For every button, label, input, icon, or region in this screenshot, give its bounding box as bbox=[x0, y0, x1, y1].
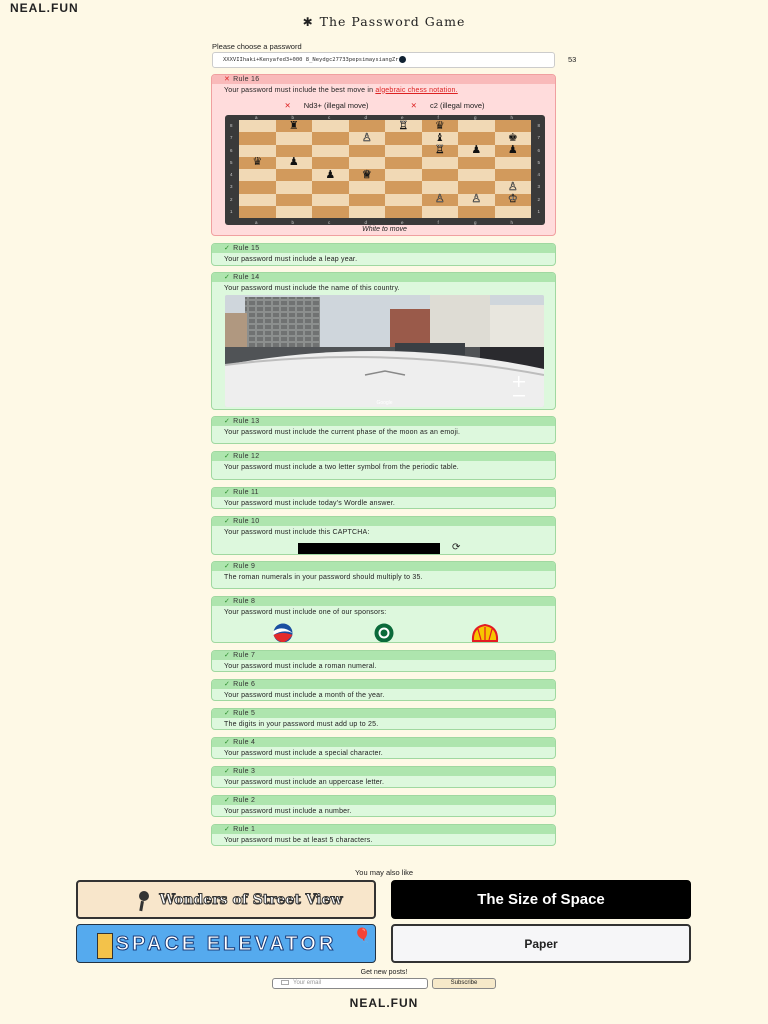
chess-piece: ♟ bbox=[288, 156, 299, 169]
rule-16-box bbox=[211, 74, 556, 236]
rule-text: Your password must include a special character. bbox=[224, 749, 383, 757]
check-icon: ✓ bbox=[224, 274, 231, 281]
rank-label: 6 bbox=[537, 147, 540, 153]
illegal-move-2 bbox=[401, 101, 495, 110]
chess-square bbox=[276, 145, 313, 157]
rule-label: Rule 2 bbox=[233, 797, 256, 804]
chess-square bbox=[458, 157, 495, 169]
chess-piece: ♛ bbox=[434, 119, 445, 132]
rule-label: Rule 12 bbox=[233, 453, 260, 460]
chess-square bbox=[312, 206, 349, 218]
cross-icon: ✕ bbox=[224, 76, 231, 83]
moon-emoji-icon bbox=[399, 56, 406, 63]
rule-header bbox=[212, 244, 555, 253]
rule-header bbox=[212, 562, 555, 571]
rule-text: The digits in your password must add up to 25. bbox=[224, 720, 379, 728]
rule-9-box bbox=[211, 561, 556, 589]
chess-piece: ♙ bbox=[434, 193, 445, 206]
password-input[interactable] bbox=[212, 52, 555, 68]
check-icon: ✓ bbox=[224, 826, 231, 833]
rule-label: Rule 11 bbox=[233, 489, 259, 496]
rule-header bbox=[212, 709, 555, 718]
rule-label: Rule 13 bbox=[233, 418, 260, 425]
card-title: The Size of Space bbox=[477, 891, 605, 908]
rule-16-text: Your password must include the best move in bbox=[224, 86, 376, 94]
chess-square bbox=[239, 206, 276, 218]
rule-text: Your password must include this CAPTCHA: bbox=[224, 528, 370, 536]
chess-square bbox=[239, 194, 276, 206]
rank-label: 5 bbox=[230, 159, 233, 165]
star-icon: ✱ bbox=[302, 15, 314, 29]
rule-header bbox=[212, 796, 555, 805]
chess-square bbox=[385, 157, 422, 169]
footer-logo[interactable]: NEAL.FUN bbox=[349, 996, 419, 1010]
mail-icon bbox=[281, 980, 289, 985]
rule-text: Your password must include the current phase of the moon as an emoji. bbox=[224, 428, 461, 436]
chess-square bbox=[276, 132, 313, 144]
chess-square bbox=[422, 169, 459, 181]
chess-square bbox=[385, 145, 422, 157]
chess-square bbox=[312, 120, 349, 132]
rule-label: Rule 1 bbox=[233, 826, 256, 833]
chess-square bbox=[276, 169, 313, 181]
refresh-icon[interactable]: ⟳ bbox=[452, 542, 461, 553]
rule-7-box bbox=[211, 650, 556, 672]
file-label: h bbox=[510, 220, 514, 225]
chess-square bbox=[422, 132, 459, 144]
rank-label: 8 bbox=[230, 123, 233, 128]
rank-label: 2 bbox=[537, 196, 540, 202]
chess-square bbox=[239, 157, 276, 169]
rule-label: Rule 6 bbox=[233, 681, 256, 688]
file-label: a bbox=[255, 220, 258, 225]
rule-text: Your password must include a month of the year. bbox=[224, 691, 385, 699]
chess-piece: ♔ bbox=[507, 193, 518, 206]
card-title: Wonders of Street View bbox=[159, 891, 343, 908]
check-icon: ✓ bbox=[224, 518, 231, 525]
chess-square bbox=[312, 169, 349, 181]
chess-piece: ♙ bbox=[471, 193, 482, 206]
chess-square bbox=[458, 206, 495, 218]
rule-15-box bbox=[211, 243, 556, 266]
chess-square bbox=[312, 194, 349, 206]
chess-square bbox=[495, 169, 532, 181]
rule-2-box bbox=[211, 795, 556, 817]
rule-label: Rule 3 bbox=[233, 768, 256, 775]
chess-square bbox=[349, 120, 386, 132]
subscribe-button[interactable]: Subscribe bbox=[432, 978, 496, 989]
chess-square bbox=[312, 157, 349, 169]
check-icon: ✓ bbox=[224, 739, 231, 746]
pepsi-logo-icon[interactable] bbox=[254, 623, 312, 643]
file-label: d bbox=[364, 115, 368, 120]
rule-text: Your password must include one of our sponsors: bbox=[224, 608, 387, 616]
chess-square bbox=[495, 194, 532, 206]
rule-13-box bbox=[211, 416, 556, 444]
chess-piece: ♖ bbox=[398, 119, 409, 132]
check-icon: ✓ bbox=[224, 652, 231, 659]
check-icon: ✓ bbox=[224, 710, 231, 717]
check-icon: ✓ bbox=[224, 563, 231, 570]
rule-12-box bbox=[211, 451, 556, 480]
street-scene bbox=[225, 295, 544, 407]
card-paper[interactable] bbox=[391, 924, 691, 963]
file-label: a bbox=[255, 115, 258, 120]
rule-4-box bbox=[211, 737, 556, 759]
newsletter-heading: Get new posts! bbox=[360, 969, 408, 976]
rank-label: 5 bbox=[537, 159, 540, 165]
chess-square bbox=[385, 181, 422, 193]
chess-square bbox=[349, 132, 386, 144]
chess-square bbox=[239, 120, 276, 132]
chess-board bbox=[225, 115, 545, 225]
chess-square bbox=[312, 181, 349, 193]
street-view-image[interactable] bbox=[225, 295, 544, 407]
card-size-of-space[interactable] bbox=[391, 880, 691, 919]
chess-square bbox=[458, 194, 495, 206]
rule-text: The roman numerals in your password should multiply to 35. bbox=[224, 573, 423, 581]
chess-piece: ♟ bbox=[507, 144, 518, 157]
chess-square bbox=[385, 169, 422, 181]
chess-square bbox=[385, 206, 422, 218]
google-watermark: Google bbox=[376, 400, 393, 406]
chess-square bbox=[422, 181, 459, 193]
turn-caption: White to move bbox=[362, 226, 407, 233]
rule-label: Rule 8 bbox=[233, 598, 256, 605]
rule-header bbox=[212, 452, 555, 461]
chess-square bbox=[458, 132, 495, 144]
rule-6-box bbox=[211, 679, 556, 701]
chess-square bbox=[422, 157, 459, 169]
rule-header bbox=[212, 825, 555, 834]
rule-label: Rule 10 bbox=[233, 518, 260, 525]
rank-label: 3 bbox=[230, 184, 233, 190]
chess-square bbox=[276, 120, 313, 132]
rule-3-box bbox=[211, 766, 556, 788]
rank-label: 2 bbox=[230, 196, 233, 202]
chess-square bbox=[422, 206, 459, 218]
illegal-move-1 bbox=[274, 101, 378, 110]
chess-square bbox=[495, 181, 532, 193]
rule-14-box bbox=[211, 272, 556, 410]
page-title-text: The Password Game bbox=[319, 14, 466, 29]
chess-piece: ♜ bbox=[288, 119, 299, 132]
chess-piece: ♙ bbox=[361, 131, 372, 144]
password-value: XXXVIIhaki+Kenyafed3+000 8_Neydgc27733pepsimaysiangZr bbox=[223, 57, 399, 63]
rule-header bbox=[212, 417, 555, 426]
balloon-icon: 🎈 bbox=[353, 927, 371, 943]
page-title bbox=[0, 14, 768, 29]
chess-square bbox=[349, 206, 386, 218]
chess-piece: ♝ bbox=[434, 131, 445, 144]
chess-square bbox=[312, 132, 349, 144]
check-icon: ✓ bbox=[224, 245, 231, 252]
password-length: 53 bbox=[568, 55, 577, 64]
chess-square bbox=[349, 145, 386, 157]
check-icon: ✓ bbox=[224, 681, 231, 688]
chess-square bbox=[422, 145, 459, 157]
rule-label: Rule 14 bbox=[233, 274, 260, 281]
card-title: SPACE ELEVATOR bbox=[115, 932, 337, 955]
card-title: Paper bbox=[524, 936, 558, 951]
chess-square bbox=[312, 145, 349, 157]
chess-square bbox=[349, 169, 386, 181]
rule-text: Your password must be at least 5 characters. bbox=[224, 836, 373, 844]
chess-piece: ♙ bbox=[507, 180, 518, 193]
chess-square bbox=[239, 145, 276, 157]
illegal-move-1-text: Nd3+ (illegal move) bbox=[303, 101, 369, 110]
rank-label: 8 bbox=[537, 123, 540, 128]
chess-square bbox=[239, 169, 276, 181]
chess-square bbox=[422, 120, 459, 132]
chess-square bbox=[458, 120, 495, 132]
rank-label: 6 bbox=[230, 147, 233, 153]
chess-square bbox=[458, 169, 495, 181]
chess-square bbox=[422, 194, 459, 206]
check-icon: ✓ bbox=[224, 768, 231, 775]
chess-square bbox=[239, 132, 276, 144]
file-label: b bbox=[291, 220, 295, 225]
rank-label: 1 bbox=[537, 208, 540, 214]
chess-square bbox=[458, 145, 495, 157]
cross-icon: ✕ bbox=[410, 101, 417, 110]
illegal-moves bbox=[212, 101, 556, 110]
rule-header bbox=[212, 273, 555, 282]
chess-square bbox=[276, 157, 313, 169]
rule-header bbox=[212, 651, 555, 660]
chess-square bbox=[495, 120, 532, 132]
file-label: f bbox=[437, 220, 439, 225]
chess-piece: ♟ bbox=[471, 144, 482, 157]
chess-square bbox=[495, 145, 532, 157]
rule-label: Rule 15 bbox=[233, 245, 260, 252]
rule-header bbox=[212, 75, 555, 84]
file-label: b bbox=[291, 115, 295, 120]
rule-header bbox=[212, 488, 555, 497]
rank-label: 3 bbox=[537, 184, 540, 190]
check-icon: ✓ bbox=[224, 418, 231, 425]
chess-square bbox=[349, 194, 386, 206]
rule-text: Your password must include a roman numeral. bbox=[224, 662, 377, 670]
chess-piece: ♟ bbox=[325, 168, 336, 181]
file-label: g bbox=[474, 220, 477, 225]
rule-header bbox=[212, 738, 555, 747]
rank-label: 4 bbox=[537, 172, 540, 177]
rule-label: Rule 5 bbox=[233, 710, 256, 717]
rule-text: Your password must include today's Wordle answer. bbox=[224, 499, 396, 507]
chess-square bbox=[276, 206, 313, 218]
rank-label: 7 bbox=[537, 135, 540, 141]
check-icon: ✓ bbox=[224, 453, 231, 460]
sponsor-logos bbox=[212, 619, 555, 643]
site-logo[interactable]: NEAL.FUN bbox=[10, 1, 79, 15]
chess-square bbox=[495, 157, 532, 169]
file-label: c bbox=[328, 115, 331, 120]
file-label: d bbox=[364, 220, 368, 225]
rule-text: Your password must include a number. bbox=[224, 807, 352, 815]
rule-header bbox=[212, 767, 555, 776]
shell-logo-icon[interactable] bbox=[456, 623, 514, 643]
chess-square bbox=[276, 194, 313, 206]
card-wonders-street-view[interactable] bbox=[76, 880, 376, 919]
also-like-heading: You may also like bbox=[354, 868, 414, 877]
chess-square bbox=[276, 181, 313, 193]
rule-text: Your password must include an uppercase letter. bbox=[224, 778, 385, 786]
file-label: e bbox=[401, 115, 404, 120]
chess-square bbox=[349, 157, 386, 169]
chess-piece: ♕ bbox=[361, 168, 372, 181]
chess-square bbox=[495, 206, 532, 218]
rule-text: Your password must include a two letter symbol from the periodic table. bbox=[224, 463, 459, 471]
rule-text: Your password must include a leap year. bbox=[224, 255, 358, 263]
rule-text bbox=[212, 84, 555, 97]
chess-square bbox=[239, 181, 276, 193]
chess-piece: ♚ bbox=[507, 131, 518, 144]
password-label: Please choose a password bbox=[212, 42, 302, 51]
rule-text: Your password must include the name of this country. bbox=[224, 284, 400, 292]
chess-piece: ♖ bbox=[434, 144, 445, 157]
rule-label: Rule 7 bbox=[233, 652, 256, 659]
card-space-elevator[interactable] bbox=[76, 924, 376, 963]
rule-label: Rule 16 bbox=[233, 76, 260, 83]
chess-grid bbox=[239, 120, 531, 218]
rank-label: 4 bbox=[230, 172, 233, 177]
captcha-image bbox=[298, 543, 440, 555]
rule-header bbox=[212, 680, 555, 689]
chess-square bbox=[458, 181, 495, 193]
file-label: h bbox=[510, 115, 514, 120]
rank-label: 1 bbox=[230, 208, 233, 214]
cross-icon: ✕ bbox=[284, 101, 291, 110]
chess-notation-link[interactable]: algebraic chess notation. bbox=[375, 86, 458, 94]
file-label: c bbox=[328, 220, 331, 225]
check-icon: ✓ bbox=[224, 489, 231, 496]
chess-square bbox=[385, 194, 422, 206]
chess-square bbox=[349, 181, 386, 193]
chess-square bbox=[385, 132, 422, 144]
rule-label: Rule 4 bbox=[233, 739, 256, 746]
rule-header bbox=[212, 517, 555, 526]
rule-label: Rule 9 bbox=[233, 563, 256, 570]
email-input[interactable] bbox=[272, 978, 428, 989]
rule-11-box bbox=[211, 487, 556, 509]
illegal-move-2-text: c2 (illegal move) bbox=[429, 101, 485, 110]
email-placeholder: Your email bbox=[293, 980, 322, 986]
check-icon: ✓ bbox=[224, 797, 231, 804]
chess-square bbox=[385, 120, 422, 132]
file-label: e bbox=[401, 220, 404, 225]
chess-piece: ♛ bbox=[252, 156, 263, 169]
rule-8-box bbox=[211, 596, 556, 643]
rule-header bbox=[212, 597, 555, 606]
file-label: g bbox=[474, 115, 477, 120]
rank-label: 7 bbox=[230, 135, 233, 141]
starbucks-logo-icon[interactable] bbox=[355, 623, 413, 643]
check-icon: ✓ bbox=[224, 598, 231, 605]
rule-5-box bbox=[211, 708, 556, 730]
rule-1-box bbox=[211, 824, 556, 846]
file-label: f bbox=[437, 115, 439, 120]
chess-square bbox=[495, 132, 532, 144]
rule-10-box bbox=[211, 516, 556, 555]
